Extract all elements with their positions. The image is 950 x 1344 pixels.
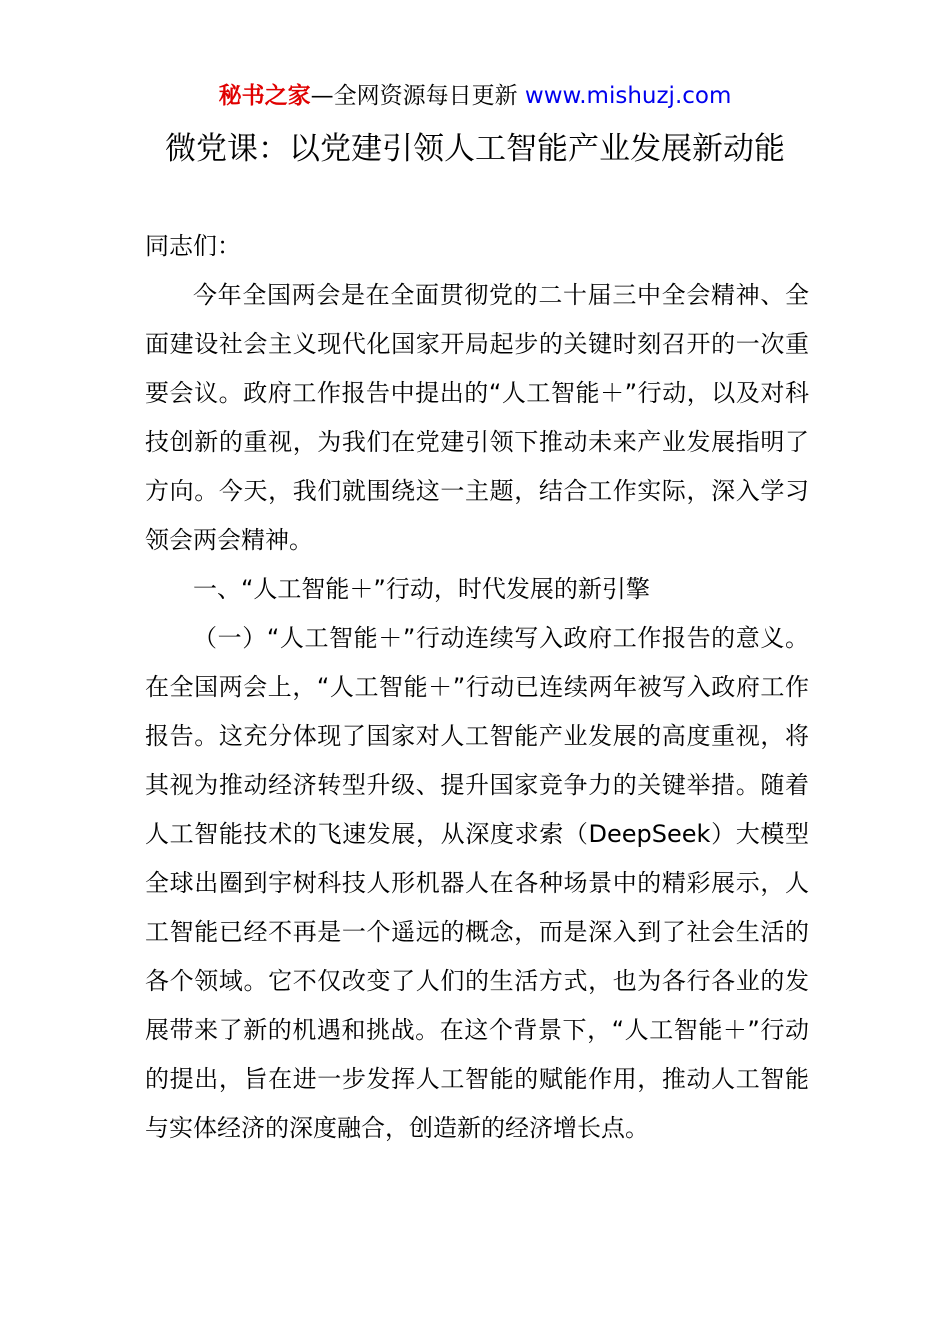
site-url-link[interactable]: www.mishuzj.com: [524, 83, 732, 109]
header-tagline: —全网资源每日更新: [310, 83, 525, 109]
paragraph-intro: 今年全国两会是在全面贯彻党的二十届三中全会精神、全面建设社会主义现代化国家开局起步的关键时刻召开的一次重要会议。政府工作报告中提出的“人工智能＋”行动，以及对科技创新的重视，为我们在党建引领下推动未来产业发展指明了方向。今天，我们就围绕这一主题，结合工作实际，深入学习领会两会精神。: [145, 281, 809, 554]
document-title: 微党课：以党建引领人工智能产业发展新动能: [165, 131, 785, 167]
brand-name: 秘书之家: [218, 83, 311, 109]
salutation: 同志们：: [145, 232, 241, 260]
document-body: [145, 222, 809, 1153]
site-header: [0, 80, 950, 112]
section-heading-1: 一、“人工智能＋”行动，时代发展的新引擎: [193, 575, 650, 603]
paragraph-subsection-1: （一）“人工智能＋”行动连续写入政府工作报告的意义。在全国两会上，“人工智能＋”行动已连续两年被写入政府工作报告。这充分体现了国家对人工智能产业发展的高度重视，将其视为推动经济转型升级、提升国家竞争力的关键举措。随着人工智能技术的飞速发展，从深度求索（DeepSeek）大模型全球出圈到宇树科技人形机器人在各种场景中的精彩展示，人工智能已经不再是一个遥远的概念，而是深入到了社会生活的各个领域。它不仅改变了人们的生活方式，也为各行各业的发展带来了新的机遇和挑战。在这个背景下，“人工智能＋”行动的提出，旨在进一步发挥人工智能的赋能作用，推动人工智能与实体经济的深度融合，创造新的经济增长点。: [145, 624, 809, 1142]
